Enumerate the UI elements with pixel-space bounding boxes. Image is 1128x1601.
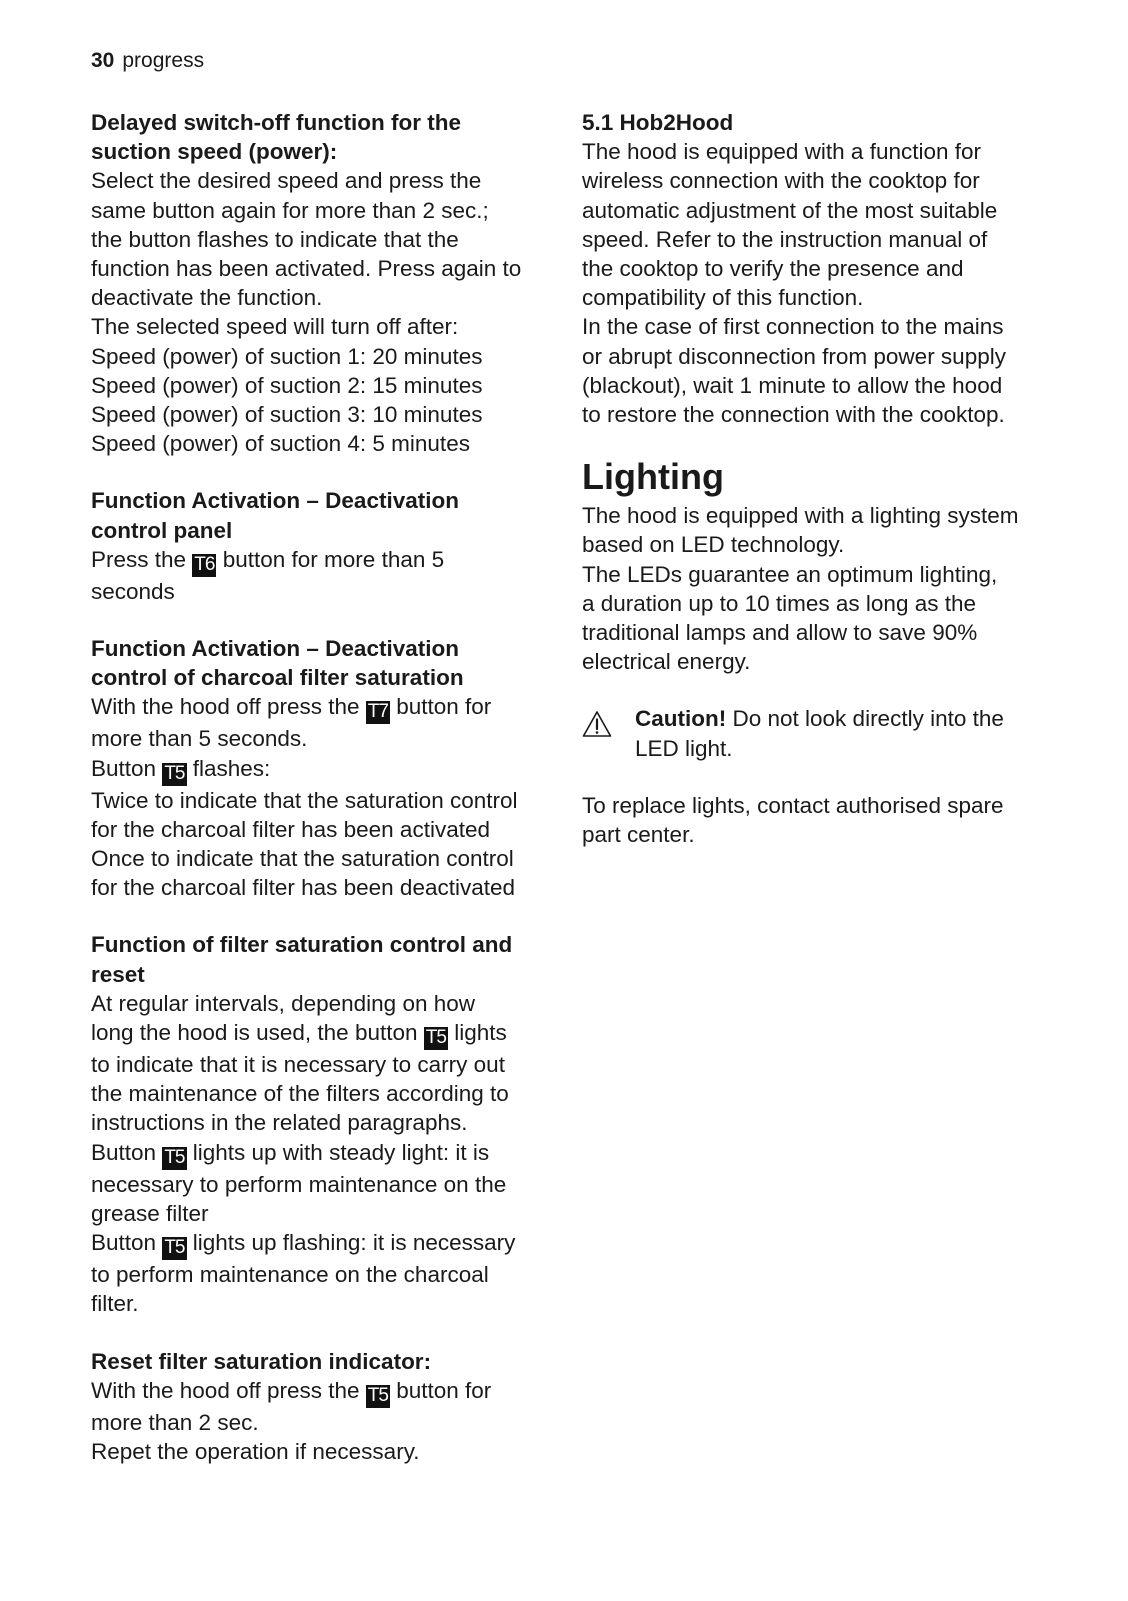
body-line: for the charcoal filter has been deactivated [91, 875, 516, 901]
section-heading: 5.1 Hob2Hood [582, 110, 734, 135]
body-line: compatibility of this function. [582, 285, 864, 311]
page-number: 30 [91, 49, 115, 72]
text-run: lights up flashing: it is necessary [186, 1230, 516, 1256]
section-heading: Function Activation – Deactivation [91, 636, 459, 662]
body-line: the button flashes to indicate that the [91, 226, 459, 252]
right-column [582, 108, 1052, 877]
speed-1-line: Speed (power) of suction 1: 20 minutes [91, 343, 483, 369]
body-line: more than 5 seconds. [91, 726, 308, 752]
left-column [91, 108, 561, 1494]
body-line: instructions in the related paragraphs. [91, 1110, 468, 1136]
section-reset-indicator [91, 1347, 561, 1467]
section-charcoal-filter-control [91, 634, 561, 902]
body-line: part center. [582, 822, 695, 848]
body-line: seconds [91, 578, 175, 604]
body-line [91, 692, 561, 724]
body-line: filter. [91, 1291, 139, 1317]
caution-label: Caution! [635, 706, 727, 732]
body-line: same button again for more than 2 sec.; [91, 197, 489, 223]
text-run: Button [91, 1139, 163, 1165]
section-heading: Reset filter saturation indicator: [91, 1348, 432, 1374]
key-t5-icon: T5 [164, 762, 185, 784]
body-line: necessary to perform maintenance on the [91, 1171, 507, 1197]
key-t7-icon: T7 [367, 701, 388, 723]
body-line: speed. Refer to the instruction manual of [582, 226, 988, 252]
body-line: for the charcoal filter has been activated [91, 816, 490, 842]
key-t5-icon: T5 [367, 1384, 388, 1406]
body-line: automatic adjustment of the most suitable [582, 197, 998, 223]
section-heading: control panel [91, 517, 233, 543]
text-run: long the hood is used, the button [91, 1020, 424, 1046]
body-line: function has been activated. Press again to [91, 256, 522, 282]
section-heading: suction speed (power): [91, 139, 338, 165]
section-heading: Delayed switch-off function for the [91, 110, 462, 135]
section-delayed-switch-off [91, 108, 561, 458]
lighting-title: Lighting [582, 456, 724, 498]
text-run: With the hood off press the [91, 694, 366, 720]
body-line: to indicate that it is necessary to carry out [91, 1052, 505, 1078]
text-run: lights up with steady light: it is [186, 1139, 490, 1165]
body-line: Once to indicate that the saturation control [91, 846, 514, 872]
section-lighting [582, 457, 1052, 676]
speed-4-line: Speed (power) of suction 4: 5 minutes [91, 431, 470, 457]
caution-line [635, 704, 1052, 733]
body-line [91, 1228, 561, 1260]
brand-name: progress [122, 49, 205, 72]
caution-line: LED light. [635, 735, 733, 761]
body-line: a duration up to 10 times as long as the [582, 590, 977, 616]
section-heading: reset [91, 961, 145, 987]
body-line: deactivate the function. [91, 285, 323, 311]
speed-3-line: Speed (power) of suction 3: 10 minutes [91, 402, 483, 428]
text-run: button for more than 5 [216, 546, 445, 572]
section-replace-lights [582, 791, 1052, 849]
body-line: or abrupt disconnection from power supply [582, 343, 1006, 369]
body-line: To replace lights, contact authorised spare [582, 792, 1004, 818]
body-line: In the case of first connection to the mains [582, 314, 1004, 340]
body-line [91, 1018, 561, 1050]
body-line: traditional lamps and allow to save 90% [582, 620, 978, 646]
key-t5-icon: T5 [425, 1027, 446, 1049]
speed-2-line: Speed (power) of suction 2: 15 minutes [91, 372, 483, 398]
body-line: to restore the connection with the cooktop. [582, 402, 1005, 428]
warning-triangle-icon [582, 710, 612, 738]
body-line: The selected speed will turn off after: [91, 314, 459, 340]
body-line: The hood is equipped with a lighting system [582, 503, 1019, 529]
section-heading: Function Activation – Deactivation [91, 488, 459, 514]
body-line: The hood is equipped with a function for [582, 139, 982, 165]
key-t5-icon: T5 [164, 1237, 185, 1259]
body-line: electrical energy. [582, 649, 751, 675]
body-line: more than 2 sec. [91, 1409, 259, 1435]
body-line: At regular intervals, depending on how [91, 990, 475, 1016]
body-line: grease filter [91, 1200, 209, 1226]
body-line: to perform maintenance on the charcoal [91, 1262, 489, 1288]
body-line: The LEDs guarantee an optimum lighting, [582, 561, 998, 587]
body-line [91, 1138, 561, 1170]
key-t5-icon: T5 [164, 1146, 185, 1168]
body-line: wireless connection with the cooktop for [582, 168, 980, 194]
body-line: the cooktop to verify the presence and [582, 256, 964, 282]
text-run: Press the [91, 546, 193, 572]
section-filter-saturation [91, 930, 561, 1318]
body-line: the maintenance of the filters according to [91, 1081, 509, 1107]
body-line: based on LED technology. [582, 532, 845, 558]
text-run: Button [91, 755, 163, 781]
text-run: With the hood off press the [91, 1377, 366, 1403]
text-run: flashes: [186, 755, 271, 781]
key-t6-icon: T6 [194, 553, 215, 575]
section-hob2hood [582, 108, 1052, 429]
text-run: button for [389, 694, 492, 720]
body-line: Twice to indicate that the saturation control [91, 787, 518, 813]
section-heading: Function of filter saturation control and [91, 932, 513, 958]
text-run: Do not look directly into the [726, 706, 1004, 732]
body-line: (blackout), wait 1 minute to allow the hood [582, 372, 1003, 398]
body-line [91, 754, 561, 786]
section-control-panel [91, 486, 561, 606]
text-run: button for [389, 1377, 492, 1403]
page-header [91, 48, 204, 74]
text-run: lights [447, 1020, 507, 1046]
body-line: Select the desired speed and press the [91, 168, 482, 194]
body-line [91, 545, 561, 577]
text-run: Button [91, 1230, 163, 1256]
body-line [91, 1376, 561, 1408]
caution-note [582, 704, 1052, 762]
body-line: Repet the operation if necessary. [91, 1438, 420, 1464]
section-heading: control of charcoal filter saturation [91, 665, 464, 691]
